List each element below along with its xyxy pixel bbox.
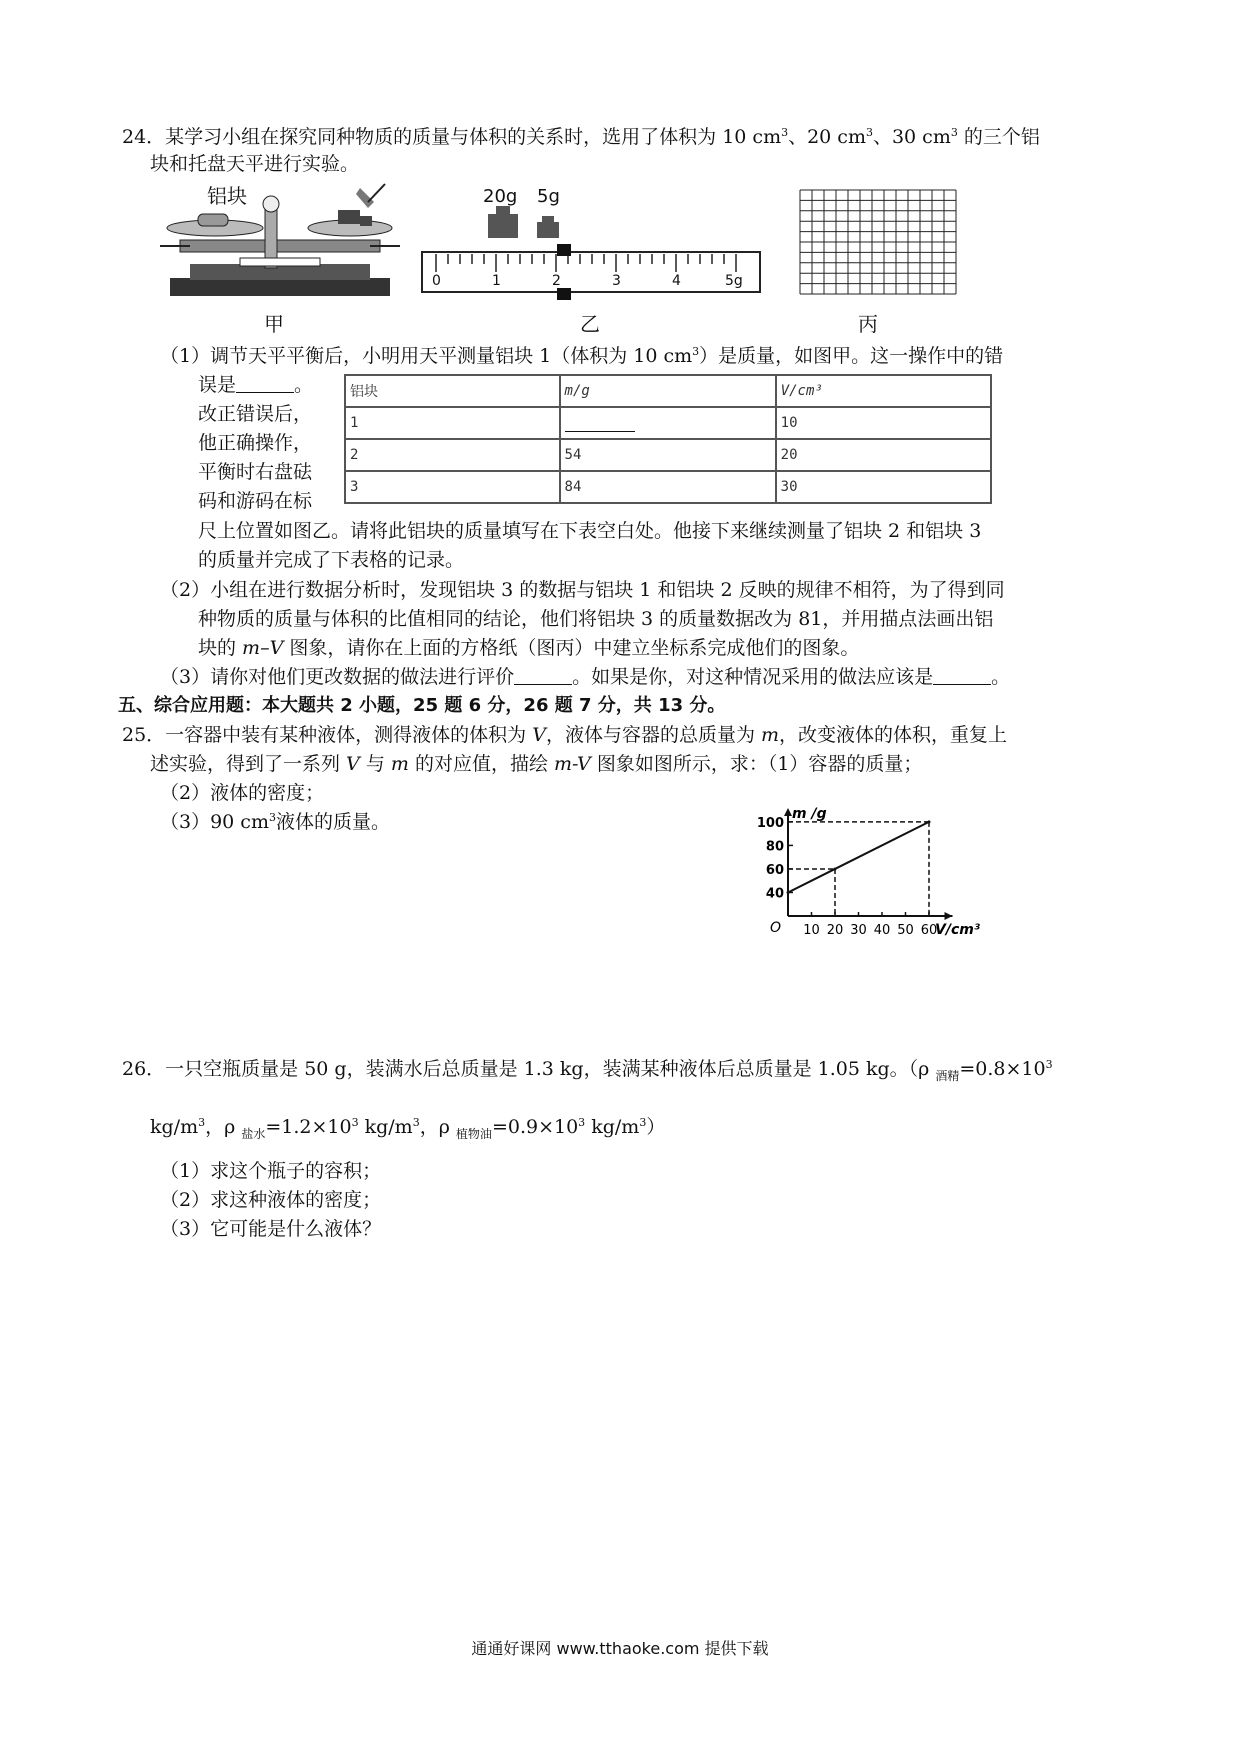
data-point: [834, 867, 837, 870]
q24-p2-line1: （2）小组在进行数据分析时，发现铝块 3 的数据与铝块 1 和铝块 2 反映的规律不相符，为了得到同: [160, 579, 1005, 601]
table-row: [345, 439, 991, 471]
ruler-tick-label: 4: [672, 273, 681, 289]
q26-line2: $kg/m^3$，ρ $_{盐水}=1.2\times 10^3$ $kg/m^3$，ρ $_{植物油}=0.9\times 10^3$ $kg/m^3$）: [150, 1116, 666, 1141]
data-table: [344, 374, 992, 504]
ruler-tick-label: 0: [432, 273, 441, 289]
x-tick-label: 20: [826, 923, 844, 938]
q24-p1-side-3: 他正确操作，: [198, 432, 313, 454]
footer-text: 通通好课网 www.tthaoke.com 提供下载: [471, 1639, 769, 1658]
q26-line1: 26．一只空瓶质量是 50 g，装满水后总质量是 1.3 kg，装满某种液体后总质量是 1.05 kg。（ρ $_{酒精}=0.8\times 10^3$: [122, 1058, 1053, 1083]
ruler-tick-label: 2: [552, 273, 561, 289]
x-axis-label: V/cm³: [935, 922, 980, 938]
q24-intro-line2: 块和托盘天平进行实验。: [150, 153, 360, 175]
answer-blank-mass[interactable]: [565, 413, 635, 432]
q25-p3: （3）90 $cm^3$液体的质量。: [160, 811, 390, 833]
table-cell: 2: [345, 439, 560, 471]
x-tick-label: 60: [920, 923, 938, 938]
q24-p1-side-1: 误是 。: [198, 374, 314, 396]
q24-p1-side-5: 码和游码在标: [198, 490, 313, 512]
data-table-wrapper: [344, 374, 994, 504]
table-header-cell: 铝块: [345, 375, 560, 407]
fig-jia-caption: 铝块: [207, 184, 247, 208]
table-row: [345, 407, 991, 439]
y-axis-arrow: [784, 808, 792, 816]
table-header-cell: m/g: [560, 375, 776, 407]
balance-scale-figure: [160, 180, 400, 300]
section5-heading: 五、综合应用题：本大题共 2 小题，25 题 6 分，26 题 7 分，共 13 分。: [118, 695, 726, 716]
table-cell: 10: [776, 407, 991, 439]
table-cell: 3: [345, 471, 560, 503]
series-line: [788, 822, 929, 893]
q24-intro-line1: 24．某学习小组在探究同种物质的质量与体积的关系时，选用了体积为 10 $cm^3$、20 $cm^3$、30 $cm^3$ 的三个铝: [122, 126, 1040, 148]
x-tick-label: 10: [803, 923, 820, 938]
data-point: [928, 820, 931, 823]
ruler-tick-labels: [420, 273, 765, 293]
q25-p2: （2）液体的密度；: [160, 782, 325, 804]
answer-blank-method[interactable]: [933, 666, 991, 685]
table-cell: 30: [776, 471, 991, 503]
q24-p2-line3: 块的 m–V 图象，请你在上面的方格纸（图丙）中建立坐标系完成他们的图象。: [198, 637, 860, 659]
table-cell: 1: [345, 407, 560, 439]
weight-20g-label: 20g: [483, 186, 518, 207]
fig-jia-label: 甲: [264, 312, 284, 336]
table-header-row: [345, 375, 991, 407]
x-tick-label: 40: [873, 923, 891, 938]
q24-p2-line2: 种物质的质量与体积的比值相同的结论，他们将铝块 3 的质量数据改为 81，并用描点法画出铝: [198, 608, 994, 630]
fig-bing-label: 丙: [858, 312, 878, 336]
table-cell: 84: [560, 471, 776, 503]
x-tick-label: 50: [897, 923, 914, 938]
table-header-cell: V/cm³: [776, 375, 991, 407]
q24-p1-line1: （1）调节天平平衡后，小明用天平测量铝块 1（体积为 10 $cm^3$）是质量，如图甲。这一操作中的错: [160, 345, 1004, 367]
answer-blank-evaluate[interactable]: [514, 666, 572, 685]
q24-p1-after-2: 的质量并完成了下表格的记录。: [198, 549, 465, 571]
x-tick-label: 30: [850, 923, 867, 938]
data-point: [787, 891, 790, 894]
q24-p1-side-2: 改正错误后，: [198, 403, 313, 425]
fig-yi-label: 乙: [580, 312, 600, 336]
grid-paper-figure: [798, 188, 958, 296]
origin-label: O: [770, 920, 782, 936]
y-tick-label: 40: [765, 886, 784, 902]
x-axis-arrow: [945, 912, 953, 920]
q26-p2: （2）求这种液体的密度；: [160, 1189, 382, 1211]
answer-blank-error[interactable]: [236, 374, 294, 393]
mv-chart: [755, 780, 1035, 950]
q24-p1-side-4: 平衡时右盘砝: [198, 461, 313, 483]
ruler-tick-label: 3: [612, 273, 621, 289]
ruler-tick-label: 5g: [725, 273, 743, 289]
y-axis-label: m /g: [792, 806, 827, 822]
y-tick-label: 100: [756, 815, 784, 831]
table-cell: 20: [776, 439, 991, 471]
q25-line2: 述实验，得到了一系列 V 与 m 的对应值，描绘 m-V 图象如图所示，求：（1）容器的质量；: [150, 753, 923, 775]
table-cell: 54: [560, 439, 776, 471]
ruler-tick-label: 1: [492, 273, 501, 289]
table-row: [345, 471, 991, 503]
q26-p1: （1）求这个瓶子的容积；: [160, 1160, 382, 1182]
y-tick-label: 80: [765, 839, 784, 855]
q25-line1: 25．一容器中装有某种液体，测得液体的体积为 V，液体与容器的总质量为 m，改变液体的体积，重复上: [122, 724, 1008, 746]
q24-p1-after-1: 尺上位置如图乙。请将此铝块的质量填写在下表空白处。他接下来继续测量了铝块 2 和铝块 3: [198, 520, 982, 542]
q26-p3: （3）它可能是什么液体？: [160, 1218, 382, 1240]
q24-p3-line: （3）请你对他们更改数据的做法进行评价 。如果是你，对这种情况采用的做法应该是 。: [160, 666, 1011, 688]
table-cell-blank[interactable]: [560, 407, 776, 439]
weight-5g-label: 5g: [537, 186, 560, 207]
y-tick-label: 60: [765, 862, 784, 878]
